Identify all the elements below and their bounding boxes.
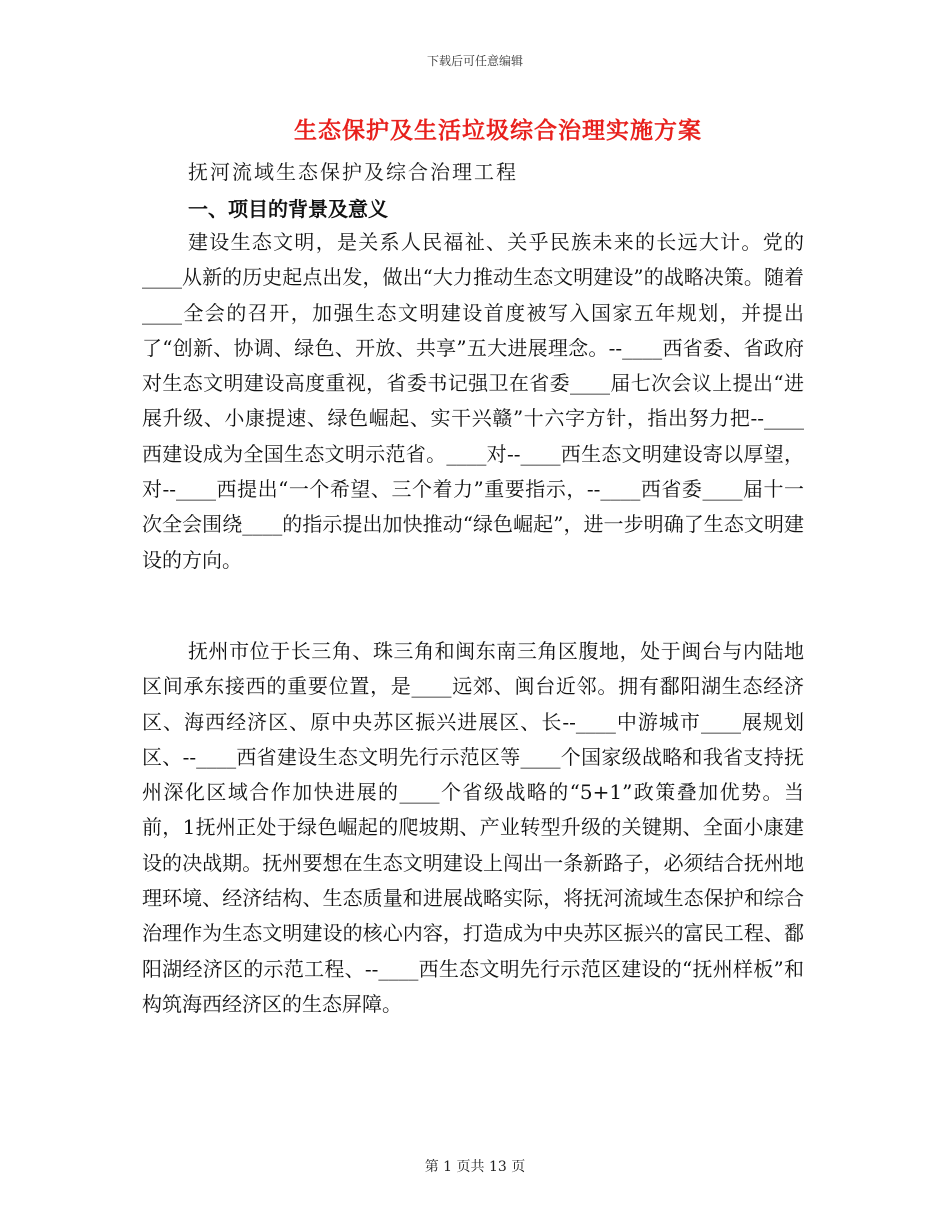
- body-paragraph-fuzhou: 抚州市位于长三角、珠三角和闽东南三角区腹地，处于闽台与内陆地区间承东接西的重要位置，是____远郊、闽台近邻。拥有鄱阳湖生态经济区、海西经济区、原中央苏区振兴进展区、长--____中游城市____展规划区、--____西省建设生态文明先行示范区等____个国家级战略和我省支持抚州深化区域合作加快进展的____个省级战略的“5+1”政策叠加优势。当前，1抚州正处于绿色崛起的爬坡期、产业转型升级的关键期、全面小康建设的决战期。抚州要想在生态文明建设上闯出一条新路子，必须结合抚州地理环境、经济结构、生态质量和进展战略实际，将抚河流域生态保护和综合治理作为生态文明建设的核心内容，打造成为中央苏区振兴的富民工程、鄱阳湖经济区的示范工程、--____西生态文明先行示范区建设的“抚州样板”和构筑海西经济区的生态屏障。: [142, 639, 804, 1016]
- document-title: 生态保护及生活垃圾综合治理实施方案: [294, 117, 702, 144]
- header-note: 下载后可任意编辑: [426, 54, 523, 68]
- body-paragraph-background: 建设生态文明，是关系人民福祉、关乎民族未来的长远大计。党的____从新的历史起点出发，做出“大力推动生态文明建设”的战略决策。随着____全会的召开，加强生态文明建设首度被写入国家五年规划，并提出了“创新、协调、绿色、开放、共享”五大进展理念。--____西省委、省政府对生态文明建设高度重视，省委书记强卫在省委____届七次会议上提出“进展升级、小康提速、绿色崛起、实干兴赣”十六字方针，指出努力把--____西建设成为全国生态文明示范省。____对--____西生态文明建设寄以厚望，对--____西提出“一个希望、三个着力”重要指示，--____西省委____届十一次全会围绕____的指示提出加快推动“绿色崛起”，进一步明确了生态文明建设的方向。: [142, 230, 804, 572]
- page-indicator: 第 1 页共 13 页: [424, 1159, 526, 1175]
- section-heading: 一、项目的背景及意义: [188, 197, 388, 221]
- document-subtitle: 抚河流域生态保护及综合治理工程: [188, 160, 518, 184]
